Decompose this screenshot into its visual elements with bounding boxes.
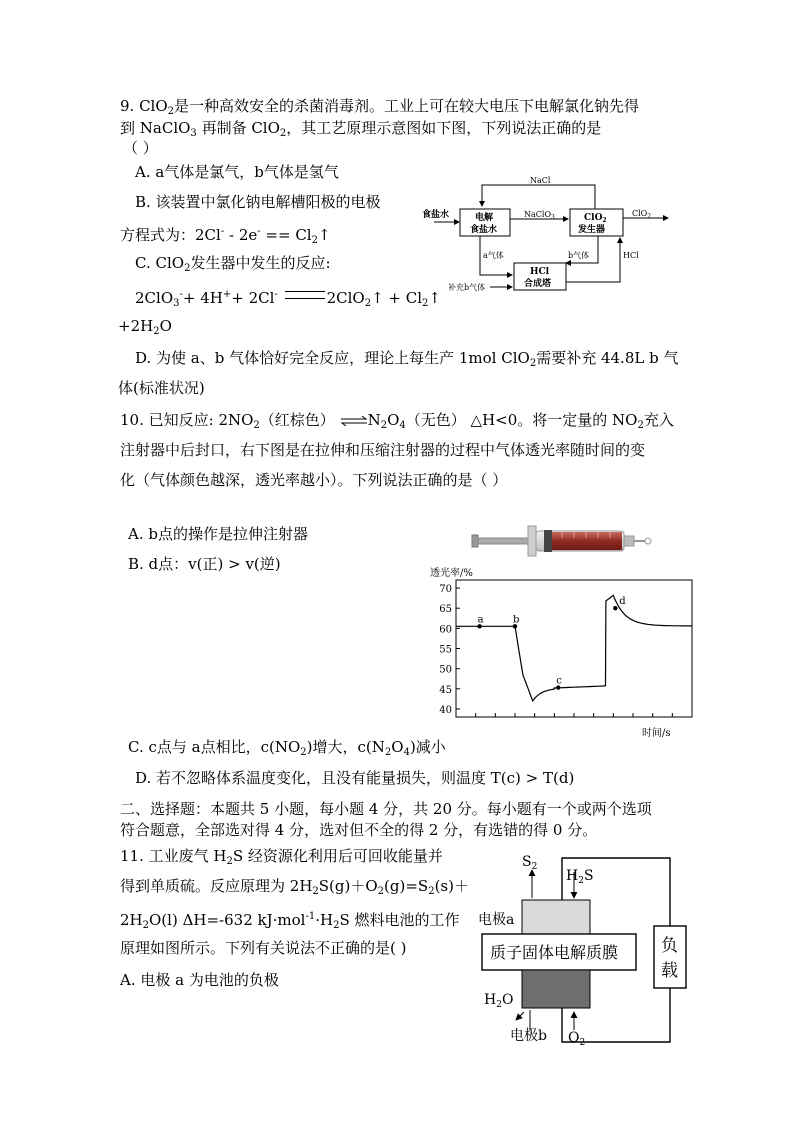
h2o-label: $H_2O$ bbox=[484, 992, 514, 1010]
electrode-a-label: 电极a bbox=[478, 912, 515, 928]
q9-option-c-line3: $+2H_2O$ bbox=[118, 317, 172, 337]
diagram-label-hcl: HCl bbox=[623, 251, 639, 260]
fuel-cell-diagram bbox=[474, 852, 700, 1048]
o2-label: $O_2$ bbox=[568, 1030, 586, 1048]
membrane-label: 质子固体电解质膜 bbox=[490, 943, 619, 962]
q11-line4: 原理如图所示。下列有关说法不正确的是( ) bbox=[120, 939, 407, 957]
y-tick-label: 45 bbox=[439, 684, 452, 696]
diagram-label-supply-b: 补充b气体 bbox=[448, 283, 486, 292]
diagram-label-brine: 食盐水 bbox=[422, 210, 450, 220]
q9-option-c-line2: 2ClO$_3$-+ 4H++ 2Cl- 2ClO$_2$↑ + $Cl_2↑$ bbox=[135, 289, 441, 309]
q9-option-c-line1: C. ClO$_2$发生器中发生的反应: bbox=[135, 254, 331, 274]
q9-stem-line1: 9. ClO$_2$是一种高效安全的杀菌消毒剂。工业上可在较大电压下电解氯化钠先得 bbox=[120, 97, 640, 117]
q9-stem-line3: （ ） bbox=[123, 139, 158, 157]
electrode-a bbox=[522, 900, 590, 934]
point-label-c: c bbox=[556, 675, 562, 687]
q9-option-d-line2: 体(标准状况) bbox=[118, 379, 205, 397]
tower-line2: 合成塔 bbox=[524, 279, 552, 289]
diagram-label-a-gas: a气体 bbox=[483, 251, 504, 260]
generator-line1: ClO$_2$ bbox=[584, 213, 607, 224]
q11-line1: 11. 工业废气 $H_2S$ 经资源化利用后可回收能量并 bbox=[120, 847, 443, 867]
section2-line2: 符合题意，全部选对得 4 分，选对但不全的得 2 分，有选错的得 0 分。 bbox=[120, 821, 598, 839]
transmittance-chart bbox=[412, 560, 702, 742]
diagram-label-nacl: NaCl bbox=[530, 176, 551, 185]
point-label-a: a bbox=[477, 614, 484, 626]
q9-option-d-line1: D. 为使 a、b 气体恰好完全反应，理论上每生产 1mol ClO$_2$需要补充 44.8L b 气 bbox=[135, 349, 679, 369]
q10-option-b: B. d点：v(正) > v(逆) bbox=[128, 555, 281, 573]
section2-line1: 二、选择题：本题共 5 小题，每小题 4 分，共 20 分。每小题有一个或两个选项 bbox=[120, 800, 652, 818]
q11-line3: $2H_2O(l)$ ΔH=-632 $kJ\cdot mol^{-1}\cdot H_2S$ 燃料电池的工作 bbox=[120, 911, 460, 931]
q10-option-a: A. b点的操作是拉伸注射器 bbox=[128, 525, 308, 543]
y-tick-label: 70 bbox=[439, 584, 452, 596]
q9-option-b-line2: 方程式为：$2Cl^- - 2e^- == Cl_2↑$ bbox=[120, 226, 331, 246]
electrode-b bbox=[522, 970, 590, 1008]
transmittance-curve bbox=[456, 595, 692, 701]
chart-frame bbox=[456, 580, 692, 717]
point-d bbox=[613, 606, 617, 610]
q10-option-c: C. c点与 a点相比，$c(NO_2)$增大，$c(N_2O_4)$减小 bbox=[128, 738, 446, 758]
q10-option-d: D. 若不忽略体系温度变化，且没有能量损失，则温度 T(c) > T(d) bbox=[135, 769, 575, 787]
syringe-image bbox=[470, 516, 660, 564]
equilibrium-arrow-icon bbox=[340, 411, 368, 431]
diagram-label-clo2-out: ClO$_2$ bbox=[632, 209, 652, 220]
generator-line2: 发生器 bbox=[578, 225, 606, 235]
q10-stem-line1: 10. 已知反应: $2NO_2$（红棕色） $N_2O_4$（无色） △H<0。将一定量的 $NO_2$充入 bbox=[120, 411, 674, 431]
q11-option-a: A. 电极 a 为电池的负极 bbox=[120, 971, 279, 989]
load-label-1: 负 bbox=[661, 936, 678, 956]
electrolyzer-line1: 电解 bbox=[475, 213, 494, 223]
y-tick-label: 65 bbox=[439, 604, 452, 616]
chart-ylabel: 透光率/% bbox=[430, 568, 473, 579]
y-tick-label: 60 bbox=[439, 624, 452, 636]
y-tick-label: 55 bbox=[439, 644, 452, 656]
q9-process-diagram bbox=[420, 172, 690, 302]
q10-stem-line2: 注射器中后封口，右下图是在拉伸和压缩注射器的过程中气体透光率随时间的变 bbox=[120, 441, 646, 459]
q11-line2: 得到单质硫。反应原理为 $2H_2S(g)+O_2(g)=S_2(s)+$ bbox=[120, 877, 469, 897]
h2s-label: $H_2S$ bbox=[566, 868, 594, 886]
y-tick-label: 40 bbox=[439, 704, 452, 716]
s2-label: $S_2$ bbox=[522, 854, 538, 872]
q9-stem-line2: 到 NaClO$_3$ 再制备 ClO$_2$，其工艺原理示意图如下图，下列说法正确的是 bbox=[120, 119, 602, 139]
tower-line1: HCl bbox=[530, 267, 550, 277]
diagram-label-naclo3: NaClO$_3$ bbox=[524, 210, 555, 221]
electrode-b-label: 电极b bbox=[510, 1028, 547, 1044]
diagram-label-b-gas: b气体 bbox=[568, 251, 590, 260]
load-label-2: 载 bbox=[661, 961, 678, 981]
q9-option-a: A. a气体是氯气，b气体是氢气 bbox=[135, 163, 339, 181]
chart-plot-area bbox=[439, 580, 692, 717]
y-tick-label: 50 bbox=[439, 664, 452, 676]
q9-option-b-line1: B. 该装置中氯化钠电解槽阳极的电极 bbox=[135, 193, 381, 211]
point-label-b: b bbox=[513, 614, 520, 626]
point-label-d: d bbox=[619, 596, 626, 608]
equilibrium-equals-sign bbox=[285, 291, 325, 299]
electrolyzer-line2: 食盐水 bbox=[470, 225, 498, 235]
q10-stem-line3: 化（气体颜色越深，透光率越小）。下列说法正确的是（ ） bbox=[120, 471, 508, 489]
chart-xlabel: 时间/s bbox=[642, 728, 671, 739]
